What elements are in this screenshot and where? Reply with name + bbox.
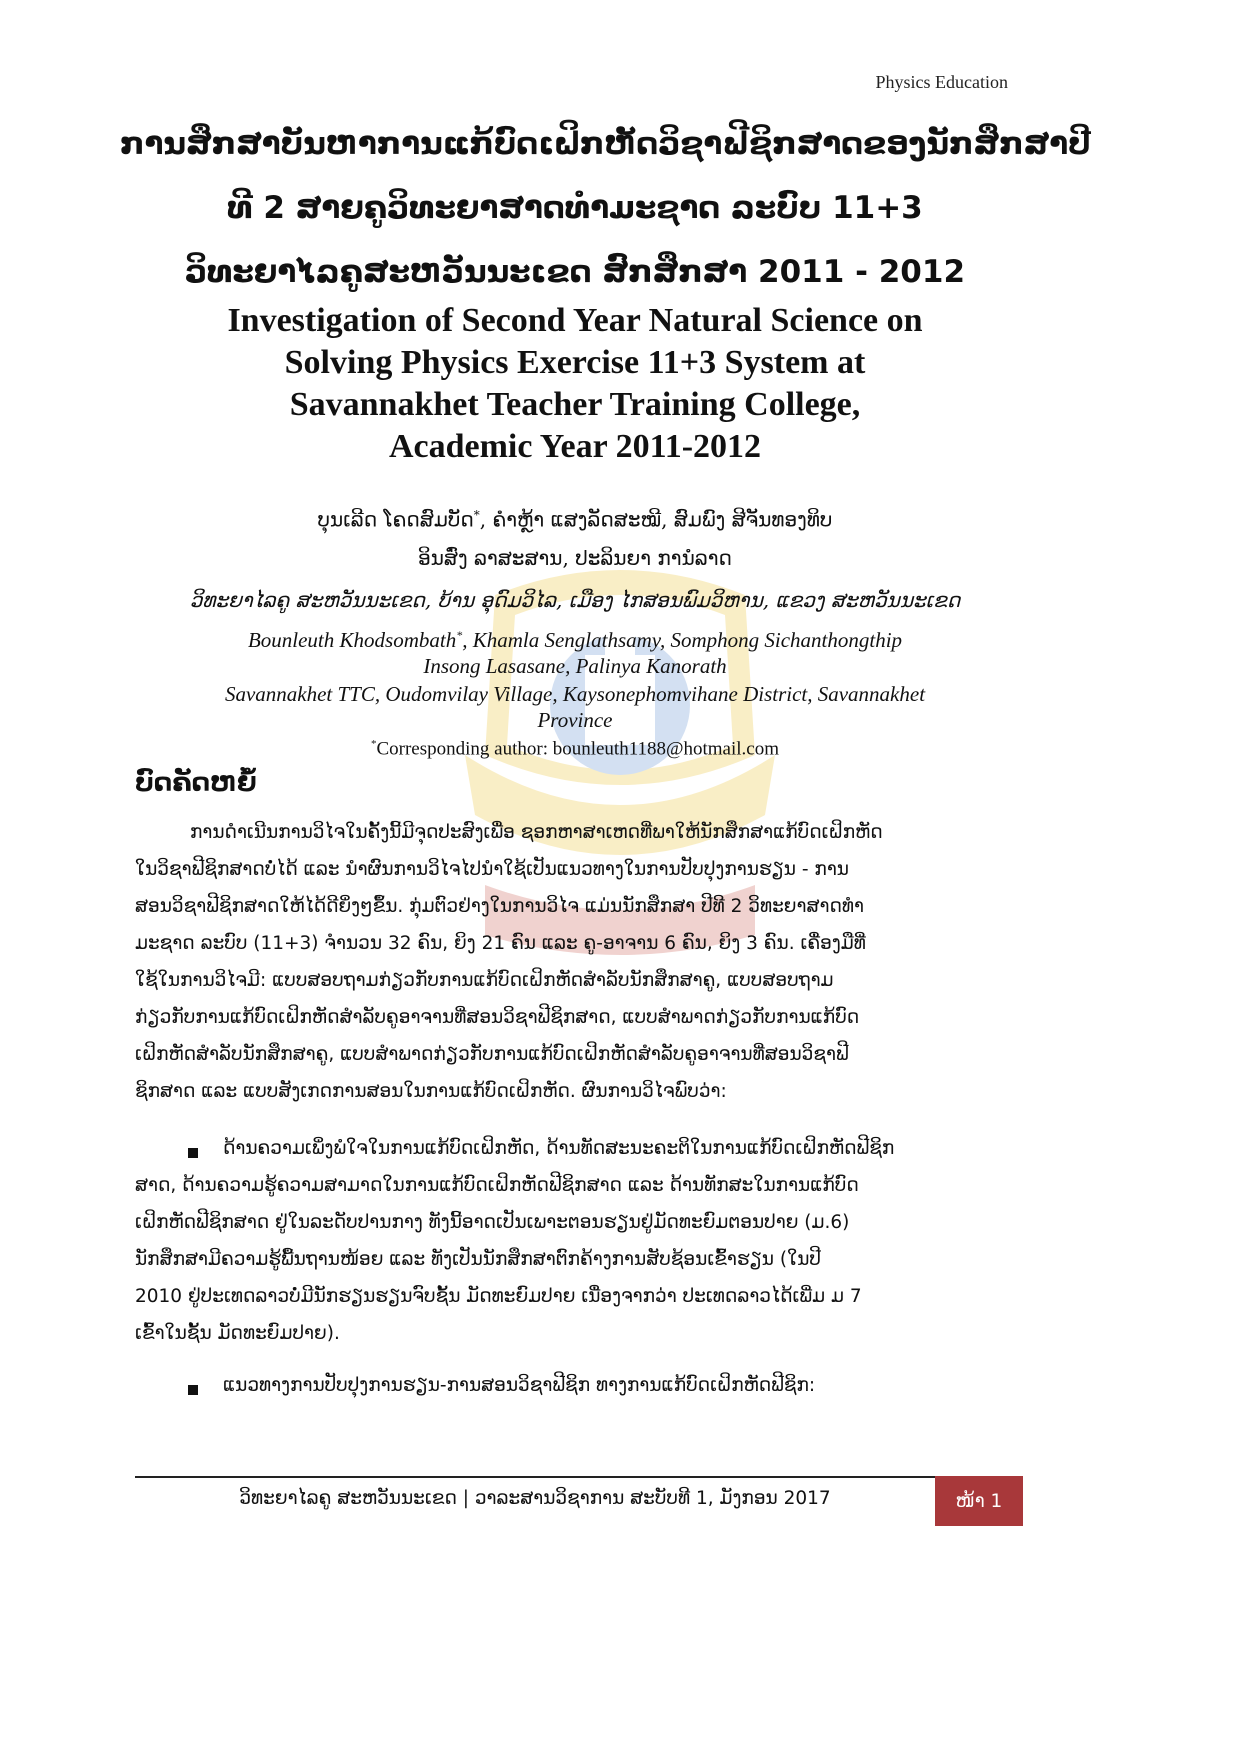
authors-lao-line-1 bbox=[120, 500, 1030, 535]
bullet-line: ນັກສຶກສາມີຄວາມຮູ້ພື້ນຖານໜ້ອຍ ແລະ ທັງເປັນນັກສຶກສາຕົກຄ້າງການສັບຊ້ອນເຂົ້າຮຽນ (ໃນປີ bbox=[135, 1249, 821, 1270]
corresponding-mark: * bbox=[473, 508, 480, 522]
affiliation-en-line-1: Savannakhet TTC, Oudomvilay Village, Kaysonephomvihane District, Savannakhet bbox=[224, 682, 926, 706]
first-author-lao: ບຸນເລີດ ໂຄດສົມບັດ bbox=[317, 507, 474, 532]
lao-title-line-3: ວິທະຍາໄລຄູສະຫວັນນະເຂດ ສົກສຶກສາ 2011 - 2012 bbox=[184, 254, 966, 290]
first-author-en: Bounleuth Khodsombath bbox=[247, 628, 457, 652]
english-title-line-4: Academic Year 2011-2012 bbox=[388, 428, 762, 465]
abstract-paragraph bbox=[135, 814, 1010, 1110]
lao-title-line-1: ການສຶກສາບັນຫາການແກ້ບົດເຝິກຫັດວິຊາຟີຊິກສາດຂອງນັກສຶກສາປີ bbox=[120, 126, 1091, 162]
abstract-line: ກ່ຽວກັບການແກ້ບົດເຝິກຫັດສຳລັບຄູອາຈານທີ່ສອນວິຊາຟີຊິກສາດ, ແບບສຳພາດກ່ຽວກັບການແກ້ບົດ bbox=[135, 1007, 860, 1028]
co-authors-en: , Khamla Senglathsamy, Somphong Sichanthongthip bbox=[462, 628, 903, 652]
corresponding-mark-en: * bbox=[456, 628, 463, 642]
bullet-line: ສາດ, ດ້ານຄວາມຮູ້ຄວາມສາມາດໃນການແກ້ບົດເຝິກຫັດຟີຊິກສາດ ແລະ ດ້ານທັກສະໃນການແກ້ບົດ bbox=[135, 1175, 859, 1196]
abstract-line: ໃຊ້ໃນການວິໄຈມີ: ແບບສອບຖາມກ່ຽວກັບການແກ້ບົດເຝິກຫັດສຳລັບນັກສຶກສາຄູ, ແບບສອບຖາມ bbox=[135, 970, 834, 991]
co-authors-lao: , ຄຳຫຼ້າ ແສງລັດສະໝີ, ສົມພົງ ສີຈັນທອງທິບ bbox=[479, 507, 833, 532]
english-title-line-2: Solving Physics Exercise 11+3 System at bbox=[284, 344, 866, 381]
bullet-line: ແນວທາງການປັບປຸງການຮຽນ-ການສອນວິຊາຟີຊິກ ທາງການແກ້ບົດເຝິກຫັດຟີຊິກ: bbox=[223, 1375, 816, 1396]
english-title-line-1: Investigation of Second Year Natural Science on bbox=[227, 302, 923, 339]
bullet-line: ດ້ານຄວາມເພິ່ງພໍໃຈໃນການແກ້ບົດເຝິກຫັດ, ດ້ານທັດສະນະຄະຕິໃນການແກ້ບົດເຝິກຫັດຟີຊິກ bbox=[223, 1138, 895, 1159]
lao-title-line-2: ທີ 2 ສາຍຄູວິທະຍາສາດທຳມະຊາດ ລະບົບ 11+3 bbox=[227, 190, 923, 226]
page-number-badge bbox=[935, 1476, 1023, 1526]
bullet-line: ເຂົ້າໃນຊັ້ນ ມັດທະຍົມປາຍ). bbox=[135, 1323, 340, 1344]
abstract-heading: ບົດຄັດຫຍໍ້ bbox=[135, 768, 257, 798]
abstract-line: ມະຊາດ ລະບົບ (11+3) ຈຳນວນ 32 ຄົນ, ຍິງ 21 ຄົນ ແລະ ຄູ-ອາຈານ 6 ຄົນ, ຍິງ 3 ຄົນ. ເຄື່ອງມືທີ່ bbox=[135, 933, 866, 954]
abstract-line: ສອນວິຊາຟີຊິກສາດໃຫ້ໄດ້ດີຍິ່ງໆຂຶ້ນ. ກຸ່ມຕົວຢ່າງໃນການວິໄຈ ແມ່ນນັກສຶກສາ ປີທີ 2 ວິທະຍາສາດທຳ bbox=[135, 896, 864, 917]
abstract-line: ເຝິກຫັດສຳລັບນັກສຶກສາຄູ, ແບບສຳພາດກ່ຽວກັບການແກ້ບົດເຝິກຫັດສຳລັບຄູອາຈານທີ່ສອນວິຊາຟີ bbox=[135, 1044, 849, 1065]
footer-rule bbox=[135, 1476, 935, 1478]
abstract-line: ຊິກສາດ ແລະ ແບບສັງເກດການສອນໃນການແກ້ບົດເຝິກຫັດ. ຜົນການວິໄຈພົບວ່າ: bbox=[135, 1081, 727, 1102]
authors-en-line-2: Insong Lasasane, Palinya Kanorath bbox=[423, 654, 727, 678]
bullet-line: ເຝິກຫັດຟີຊິກສາດ ຢູ່ໃນລະດັບປານກາງ ທັງນີ້ອາດເປັນເພາະຕອນຮຽນຢູ່ມັດທະຍົມຕອນປາຍ (ມ.6) bbox=[135, 1212, 850, 1233]
corresponding-author-text: Corresponding author: bounleuth1188@hotmail.com bbox=[376, 738, 780, 760]
affiliation-lao: ວິທະຍາໄລຄູ ສະຫວັນນະເຂດ, ບ້ານ ອຸດົມວິໄລ, ເມືອງ ໄກສອນພົມວິຫານ, ແຂວງ ສະຫວັນນະເຂດ bbox=[189, 588, 961, 612]
affiliation-en-line-2: Province bbox=[537, 708, 613, 732]
bullet-line: 2010 ຢູ່ປະເທດລາວບໍ່ມີນັກຮຽນຮຽນຈົບຊັ້ນ ມັດທະຍົມປາຍ ເນື່ອງຈາກວ່າ ປະເທດລາວໄດ້ເພີ່ມ ມ 7 bbox=[135, 1286, 862, 1307]
journal-section-header: Physics Education bbox=[875, 72, 1008, 92]
english-title bbox=[120, 300, 1030, 468]
abstract-bullet-1 bbox=[135, 1130, 1010, 1352]
footer-journal-info: ວິທະຍາໄລຄູ ສະຫວັນນະເຂດ | ວາລະສານວິຊາການ ສະບັບທີ 1, ມັງກອນ 2017 bbox=[239, 1488, 831, 1509]
english-title-line-3: Savannakhet Teacher Training College, bbox=[289, 386, 861, 423]
authors-en-line-1 bbox=[120, 622, 1030, 653]
corresponding-author bbox=[120, 738, 1030, 760]
authors-affiliation-english bbox=[120, 622, 1030, 733]
corresponding-mark-footnote: * bbox=[370, 738, 377, 750]
abstract-bullet-2 bbox=[135, 1367, 1010, 1404]
authors-lao-line-2: ອິນສົ່ງ ລາສະສານ, ປະລິນຍາ ການໍລາດ bbox=[418, 546, 732, 570]
abstract-line: ການດຳເນີນການວິໄຈໃນຄັ້ງນີ້ມີຈຸດປະສົງເພື່ອ ຊອກຫາສາເຫດທີ່ພາໃຫ້ນັກສຶກສາແກ້ບົດເຝິກຫັດ bbox=[190, 822, 883, 843]
page-number: ໜ້າ 1 bbox=[955, 1490, 1003, 1512]
abstract-line: ໃນວິຊາຟີຊິກສາດບໍ່ໄດ້ ແລະ ນຳຜົນການວິໄຈໄປນຳໃຊ້ເປັນແນວທາງໃນການປັບປຸງການຮຽນ - ການ bbox=[135, 859, 849, 880]
